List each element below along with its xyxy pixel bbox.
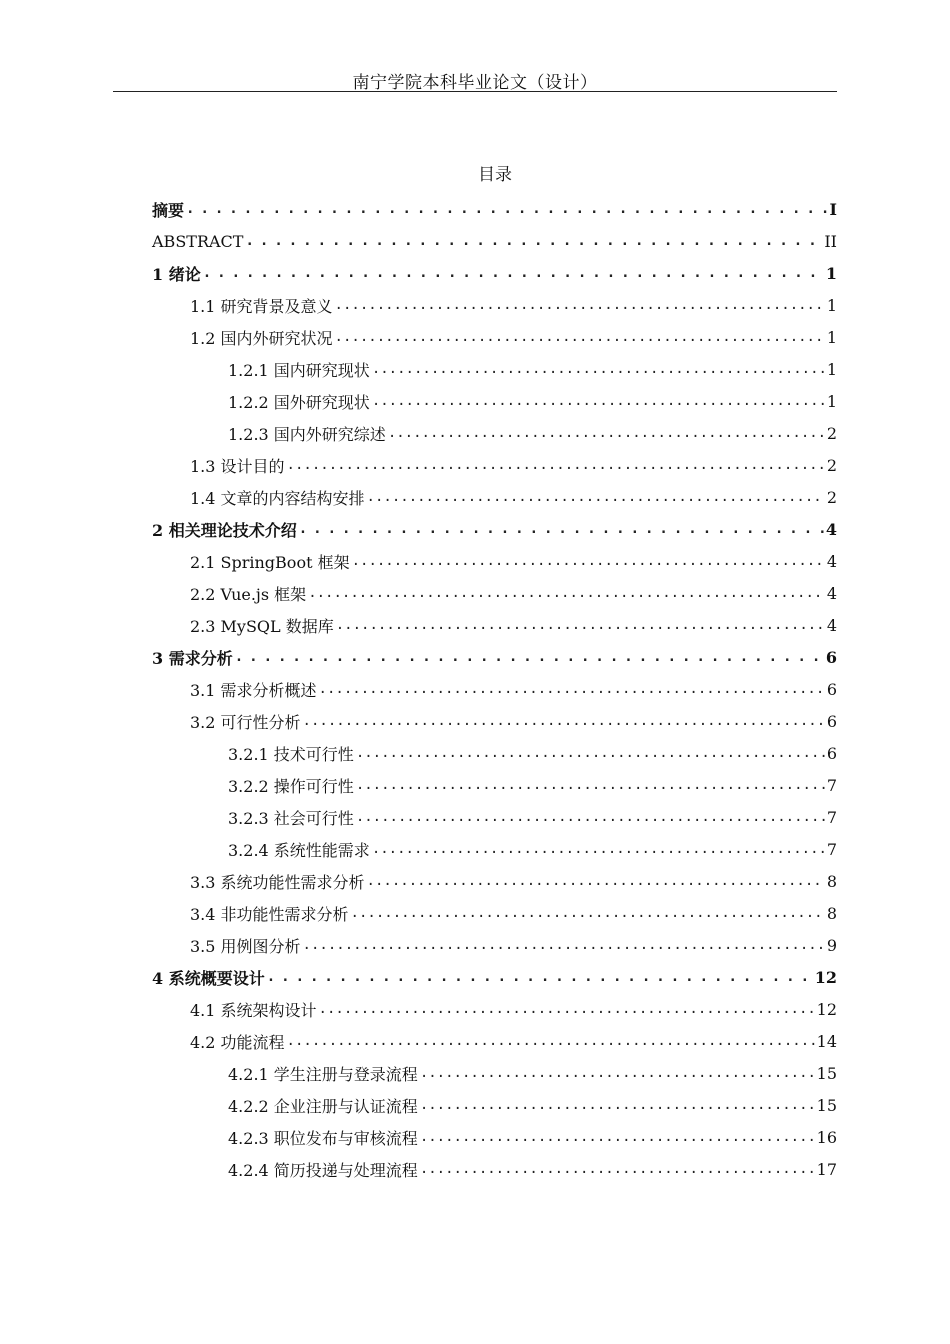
toc-entry[interactable]	[152, 833, 837, 865]
toc-entry[interactable]	[152, 801, 837, 833]
toc-dot-leader	[420, 1064, 815, 1082]
toc-dot-leader	[203, 264, 824, 282]
toc-entry-label: ABSTRACT	[152, 231, 244, 251]
toc-entry[interactable]	[152, 609, 837, 641]
header-rule	[113, 91, 837, 92]
toc-entry-page-number: 8	[826, 903, 837, 923]
toc-entry-page-number: 1	[826, 359, 837, 379]
toc-entry-page-number: 14	[816, 1031, 837, 1051]
toc-entry-label: 1.1 研究背景及意义	[190, 296, 333, 316]
toc-entry-page-number: 1	[826, 391, 837, 411]
toc-dot-leader	[235, 648, 824, 666]
page-header: 南宁学院本科毕业论文（设计）	[352, 73, 598, 93]
toc-entry[interactable]	[152, 993, 837, 1025]
toc-entry[interactable]	[152, 193, 837, 225]
toc-entry[interactable]	[152, 641, 837, 673]
toc-entry-label: 3.2.2 操作可行性	[228, 776, 354, 796]
toc-dot-leader	[308, 584, 825, 602]
toc-entry-page-number: 9	[826, 935, 837, 955]
toc-dot-leader	[372, 840, 825, 858]
toc-entry-page-number: 15	[816, 1063, 837, 1083]
toc-dot-leader	[287, 456, 825, 474]
toc-entry-page-number: 2	[826, 487, 837, 507]
toc-entry-label: 1.2.2 国外研究现状	[228, 392, 370, 412]
toc-dot-leader	[356, 744, 825, 762]
toc-entry[interactable]	[152, 513, 837, 545]
toc-entry-label: 3.1 需求分析概述	[190, 680, 317, 700]
toc-entry-page-number: 7	[826, 775, 837, 795]
toc-entry[interactable]	[152, 577, 837, 609]
toc-dot-leader	[245, 232, 822, 250]
toc-entry-page-number: 4	[825, 519, 837, 539]
toc-dot-leader	[356, 776, 825, 794]
toc-entry-page-number: 2	[826, 423, 837, 443]
toc-entry-page-number: 4	[826, 551, 837, 571]
toc-dot-leader	[319, 1000, 815, 1018]
toc-entry[interactable]	[152, 865, 837, 897]
toc-dot-leader	[420, 1160, 815, 1178]
toc-entry-label: 2.2 Vue.js 框架	[190, 584, 307, 604]
toc-dot-leader	[186, 200, 828, 218]
toc-entry-page-number: 12	[814, 967, 837, 987]
toc-entry-page-number: 7	[826, 807, 837, 827]
table-of-contents	[152, 193, 837, 1185]
toc-entry-page-number: 15	[816, 1095, 837, 1115]
toc-entry-page-number: II	[824, 231, 837, 251]
toc-entry[interactable]	[152, 321, 837, 353]
toc-dot-leader	[372, 392, 825, 410]
toc-entry-label: 摘要	[152, 200, 185, 220]
toc-dot-leader	[352, 552, 825, 570]
toc-entry[interactable]	[152, 673, 837, 705]
toc-entry-page-number: 12	[816, 999, 837, 1019]
toc-entry-label: 4.2 功能流程	[190, 1032, 285, 1052]
toc-entry-page-number: 17	[816, 1159, 837, 1179]
toc-entry-page-number: 6	[826, 679, 837, 699]
toc-dot-leader	[420, 1128, 815, 1146]
toc-title: 目录	[478, 165, 512, 185]
toc-dot-leader	[335, 296, 825, 314]
toc-entry-label: 3.3 系统功能性需求分析	[190, 872, 365, 892]
toc-entry-label: 3.2 可行性分析	[190, 712, 301, 732]
toc-entry-page-number: 6	[826, 711, 837, 731]
toc-entry-label: 3 需求分析	[152, 648, 233, 668]
toc-entry-label: 1.3 设计目的	[190, 456, 285, 476]
toc-dot-leader	[388, 424, 825, 442]
toc-entry[interactable]	[152, 449, 837, 481]
toc-entry[interactable]	[152, 769, 837, 801]
toc-dot-leader	[287, 1032, 815, 1050]
toc-entry-label: 4.2.4 简历投递与处理流程	[228, 1160, 418, 1180]
toc-dot-leader	[420, 1096, 815, 1114]
toc-dot-leader	[335, 328, 825, 346]
toc-dot-leader	[267, 968, 813, 986]
toc-dot-leader	[356, 808, 825, 826]
toc-dot-leader	[319, 680, 825, 698]
toc-entry-label: 3.2.1 技术可行性	[228, 744, 354, 764]
toc-entry-label: 3.2.4 系统性能需求	[228, 840, 370, 860]
toc-dot-leader	[372, 360, 825, 378]
toc-entry[interactable]	[152, 353, 837, 385]
toc-entry[interactable]	[152, 1025, 837, 1057]
toc-entry-label: 1.2 国内外研究状况	[190, 328, 333, 348]
toc-entry[interactable]	[152, 1153, 837, 1185]
toc-entry-page-number: 1	[825, 263, 837, 283]
toc-entry[interactable]	[152, 481, 837, 513]
toc-entry-label: 2.1 SpringBoot 框架	[190, 552, 350, 572]
toc-entry-label: 4.2.2 企业注册与认证流程	[228, 1096, 418, 1116]
toc-dot-leader	[303, 712, 825, 730]
toc-entry-label: 2.3 MySQL 数据库	[190, 616, 334, 636]
toc-entry[interactable]	[152, 545, 837, 577]
toc-entry[interactable]	[152, 705, 837, 737]
toc-entry[interactable]	[152, 225, 837, 257]
toc-entry-page-number: 1	[826, 295, 837, 315]
toc-dot-leader	[367, 872, 825, 890]
toc-dot-leader	[303, 936, 825, 954]
toc-entry-page-number: 8	[826, 871, 837, 891]
toc-entry-label: 4.2.3 职位发布与审核流程	[228, 1128, 418, 1148]
toc-entry-label: 1 绪论	[152, 264, 201, 284]
toc-entry-page-number: 16	[816, 1127, 837, 1147]
toc-dot-leader	[299, 520, 824, 538]
toc-entry-label: 4.1 系统架构设计	[190, 1000, 317, 1020]
toc-entry[interactable]	[152, 929, 837, 961]
toc-entry[interactable]	[152, 1089, 837, 1121]
toc-entry[interactable]	[152, 897, 837, 929]
toc-entry-label: 2 相关理论技术介绍	[152, 520, 297, 540]
toc-dot-leader	[351, 904, 825, 922]
toc-entry-page-number: I	[829, 199, 837, 219]
toc-entry-label: 3.5 用例图分析	[190, 936, 301, 956]
toc-entry[interactable]	[152, 417, 837, 449]
toc-entry-page-number: 1	[826, 327, 837, 347]
toc-entry-page-number: 6	[825, 647, 837, 667]
toc-entry-page-number: 7	[826, 839, 837, 859]
toc-entry[interactable]	[152, 385, 837, 417]
toc-dot-leader	[336, 616, 825, 634]
toc-entry[interactable]	[152, 257, 837, 289]
toc-entry-page-number: 4	[826, 615, 837, 635]
toc-entry-label: 1.4 文章的内容结构安排	[190, 488, 365, 508]
toc-entry-label: 3.2.3 社会可行性	[228, 808, 354, 828]
toc-entry-label: 1.2.3 国内外研究综述	[228, 424, 386, 444]
toc-entry[interactable]	[152, 737, 837, 769]
toc-entry[interactable]	[152, 961, 837, 993]
toc-dot-leader	[367, 488, 825, 506]
toc-entry-label: 4 系统概要设计	[152, 968, 265, 988]
toc-entry[interactable]	[152, 1121, 837, 1153]
toc-entry-label: 1.2.1 国内研究现状	[228, 360, 370, 380]
toc-entry-page-number: 4	[826, 583, 837, 603]
toc-entry-label: 4.2.1 学生注册与登录流程	[228, 1064, 418, 1084]
toc-entry-page-number: 6	[826, 743, 837, 763]
toc-entry[interactable]	[152, 1057, 837, 1089]
toc-entry-label: 3.4 非功能性需求分析	[190, 904, 349, 924]
toc-entry-page-number: 2	[826, 455, 837, 475]
toc-entry[interactable]	[152, 289, 837, 321]
